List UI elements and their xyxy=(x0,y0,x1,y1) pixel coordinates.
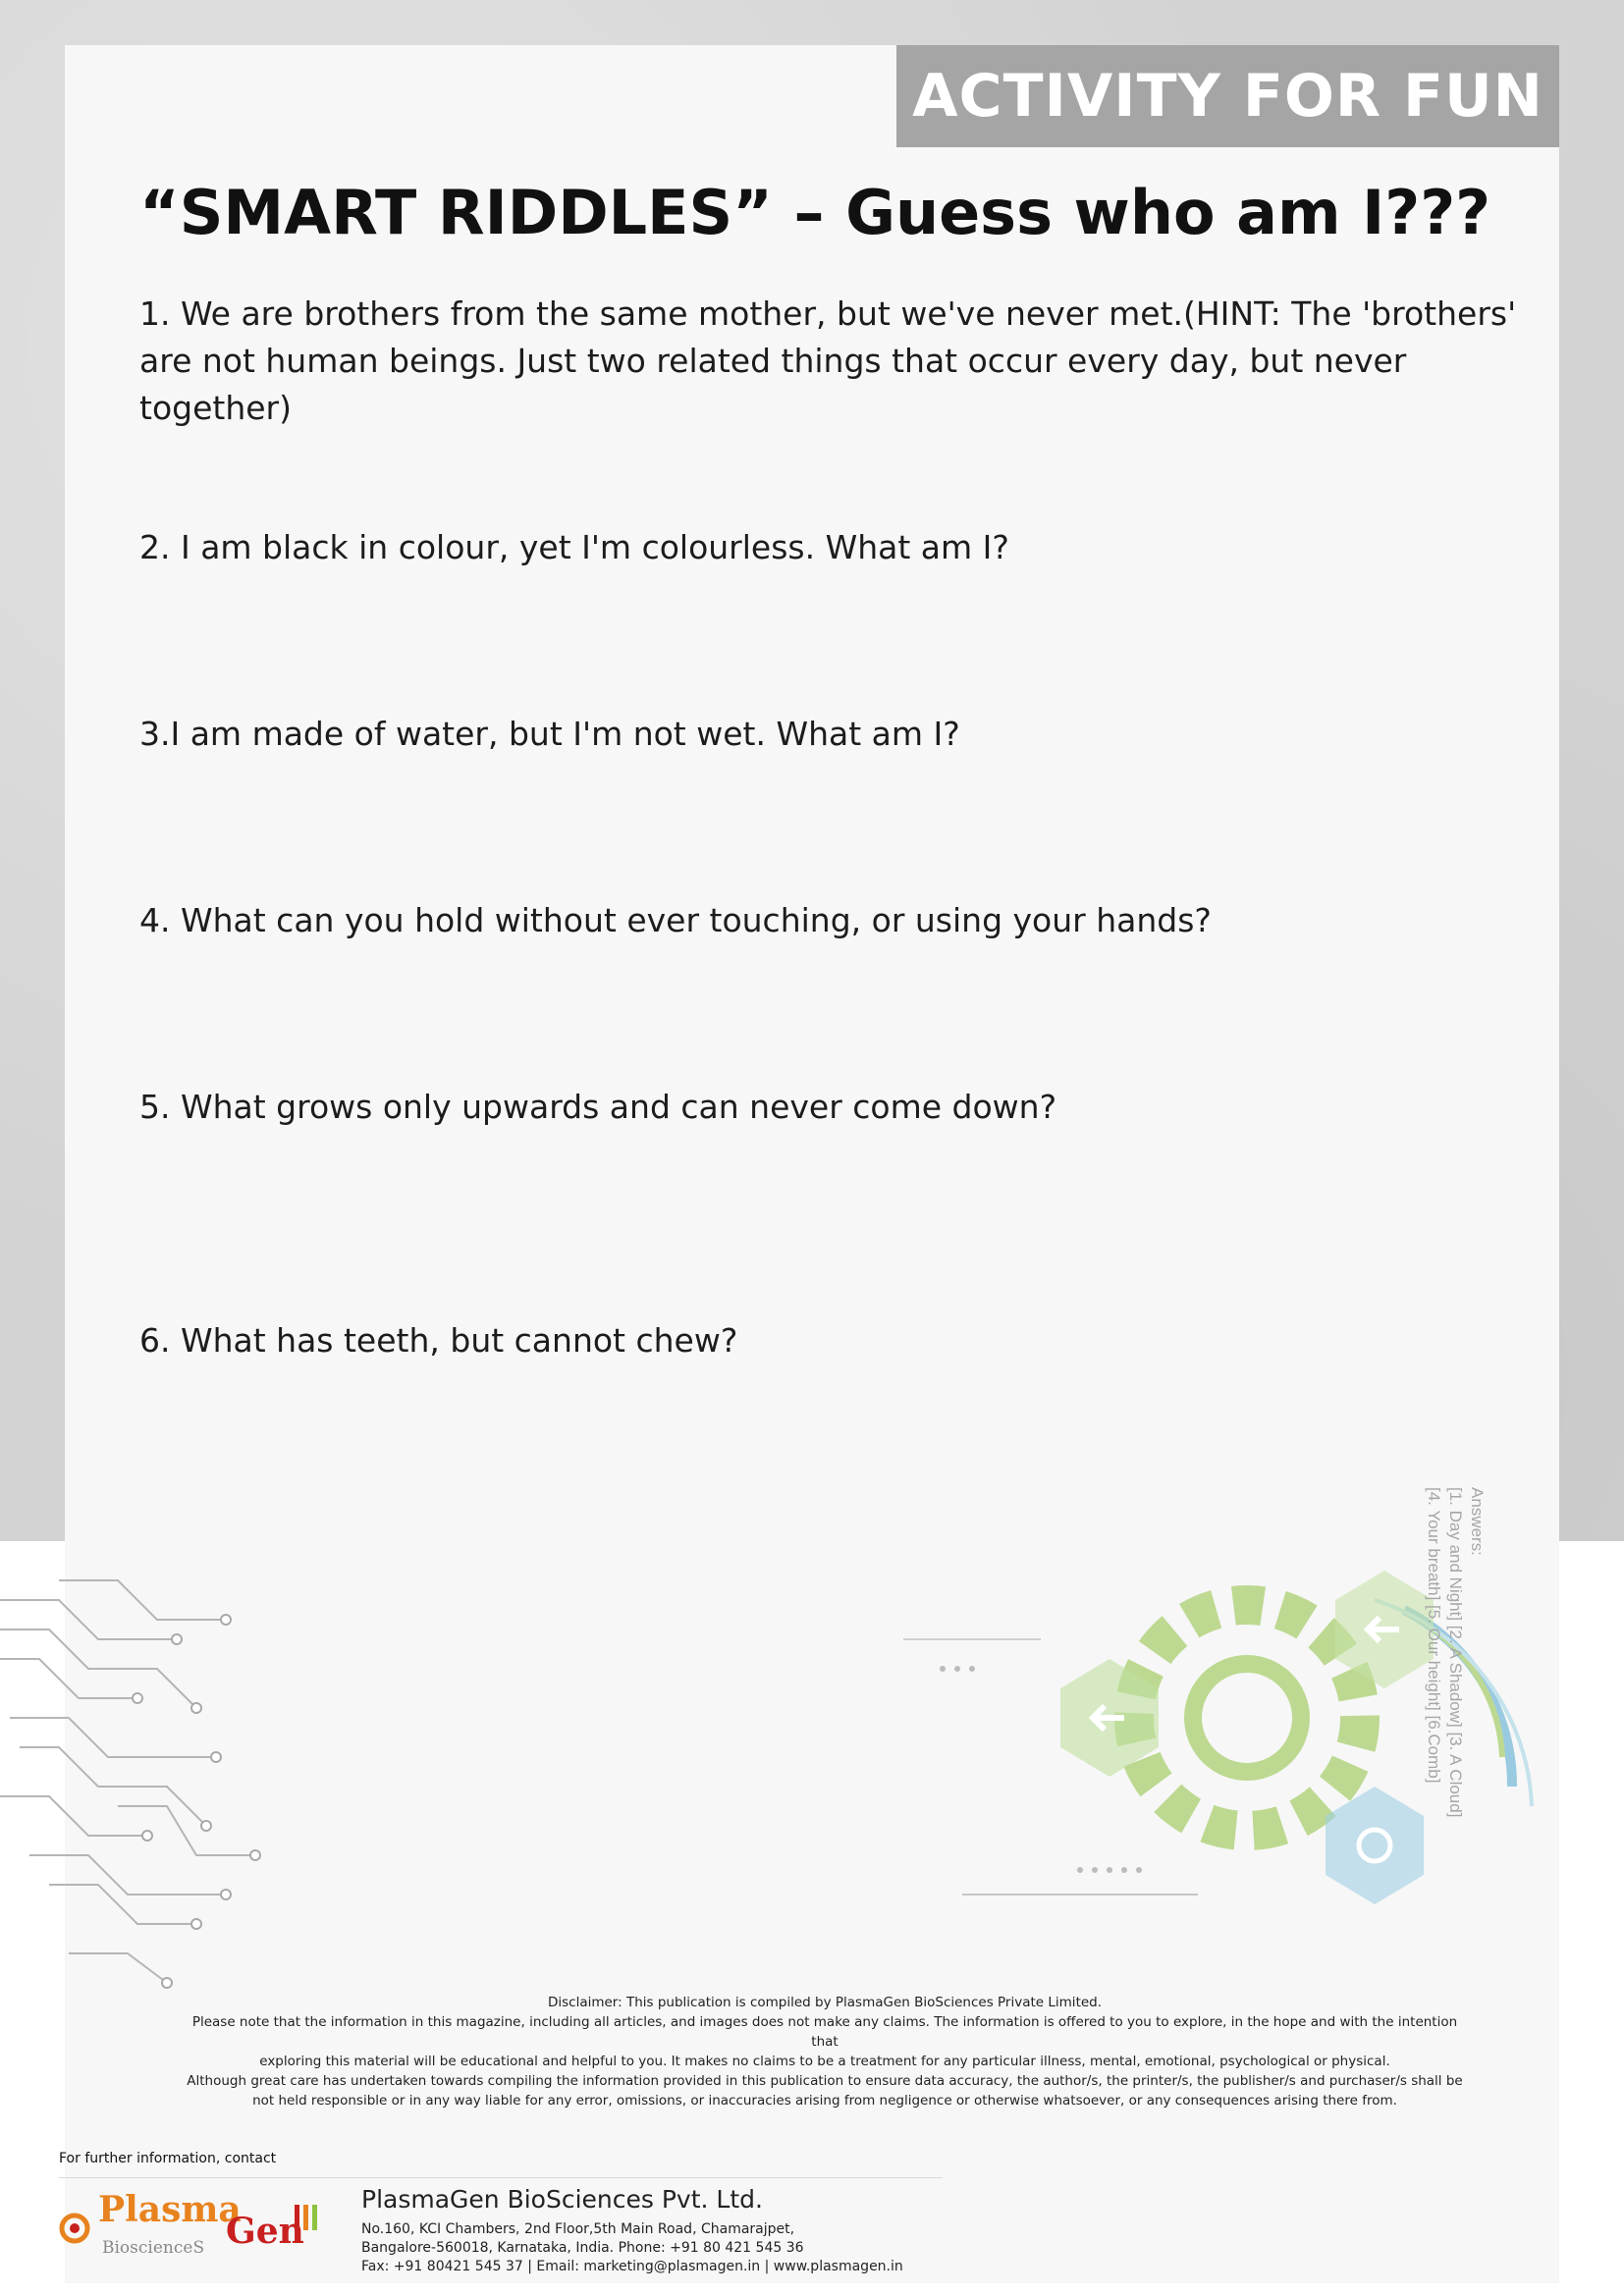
logo-plasma: Plasma xyxy=(98,2189,242,2230)
footer-divider xyxy=(59,2177,943,2178)
circuit-decoration-left xyxy=(0,1561,295,1993)
logo-gen: Gen xyxy=(226,2211,304,2252)
activity-banner xyxy=(896,45,1559,147)
disclaimer-line-5: not held responsible or in any way liable for any error, omissions, or inaccuracies arising from negligence or otherwise whatsoever, or any consequences arising there from. xyxy=(252,2093,1397,2109)
address-line-2: Bangalore-560018, Karnataka, India. Phone: +91 80 421 545 36 xyxy=(361,2240,804,2256)
riddle-2: 2. I am black in colour, yet I'm colourless. What am I? xyxy=(139,528,1009,566)
riddle-3: 3.I am made of water, but I'm not wet. What am I? xyxy=(139,715,960,753)
riddle-4: 4. What can you hold without ever touching, or using your hands? xyxy=(139,901,1212,939)
address-line-1: No.160, KCI Chambers, 2nd Floor,5th Main Road, Chamarajpet, xyxy=(361,2221,795,2237)
disclaimer-line-2: Please note that the information in this magazine, including all articles, and images does not make any claims. The information is offered to you to explore, in the hope and with the intention that xyxy=(191,2014,1458,2050)
answers-rotated xyxy=(1423,1487,1488,1817)
page-title: “SMART RIDDLES” – Guess who am I??? xyxy=(139,177,1491,248)
company-name: PlasmaGen BioSciences Pvt. Ltd. xyxy=(361,2185,763,2214)
riddle-1: 1. We are brothers from the same mother, but we've never met.(HINT: The 'brothers' are not human beings. Just two related things that occur every day, but never together) xyxy=(139,294,1517,427)
disclaimer xyxy=(177,1993,1473,2110)
contact-label: For further information, contact xyxy=(59,2151,277,2166)
plasmagen-logo xyxy=(59,2187,324,2266)
banner-text: ACTIVITY FOR FUN xyxy=(912,62,1543,131)
riddle-6: 6. What has teeth, but cannot chew? xyxy=(139,1321,738,1360)
riddle-5: 5. What grows only upwards and can never come down? xyxy=(139,1088,1057,1126)
answers-heading: Answers: xyxy=(1468,1487,1487,1556)
answers-line-2: [4. Your breath] [5. Our height] [6.Comb] xyxy=(1425,1487,1443,1784)
disclaimer-line-4: Although great care has undertaken towards compiling the information provided in this publication to ensure data accuracy, the author/s, the printer/s, the publisher/s and purchaser/s shall be xyxy=(187,2073,1463,2089)
address-line-3: Fax: +91 80421 545 37 | Email: marketing@plasmagen.in | www.plasmagen.in xyxy=(361,2259,903,2274)
disclaimer-line-1: Disclaimer: This publication is compiled by PlasmaGen BioSciences Private Limited. xyxy=(547,1995,1103,2010)
answers-line-1: [1. Day and Night] [2. A Shadow] [3. A Cloud] xyxy=(1446,1487,1465,1818)
company-address xyxy=(361,2220,903,2276)
disclaimer-line-3: exploring this material will be educational and helpful to you. It makes no claims to be a treatment for any particular illness, mental, emotional, psychological or physical. xyxy=(259,2054,1390,2069)
logo-biosciences: BioscienceS xyxy=(102,2238,205,2258)
